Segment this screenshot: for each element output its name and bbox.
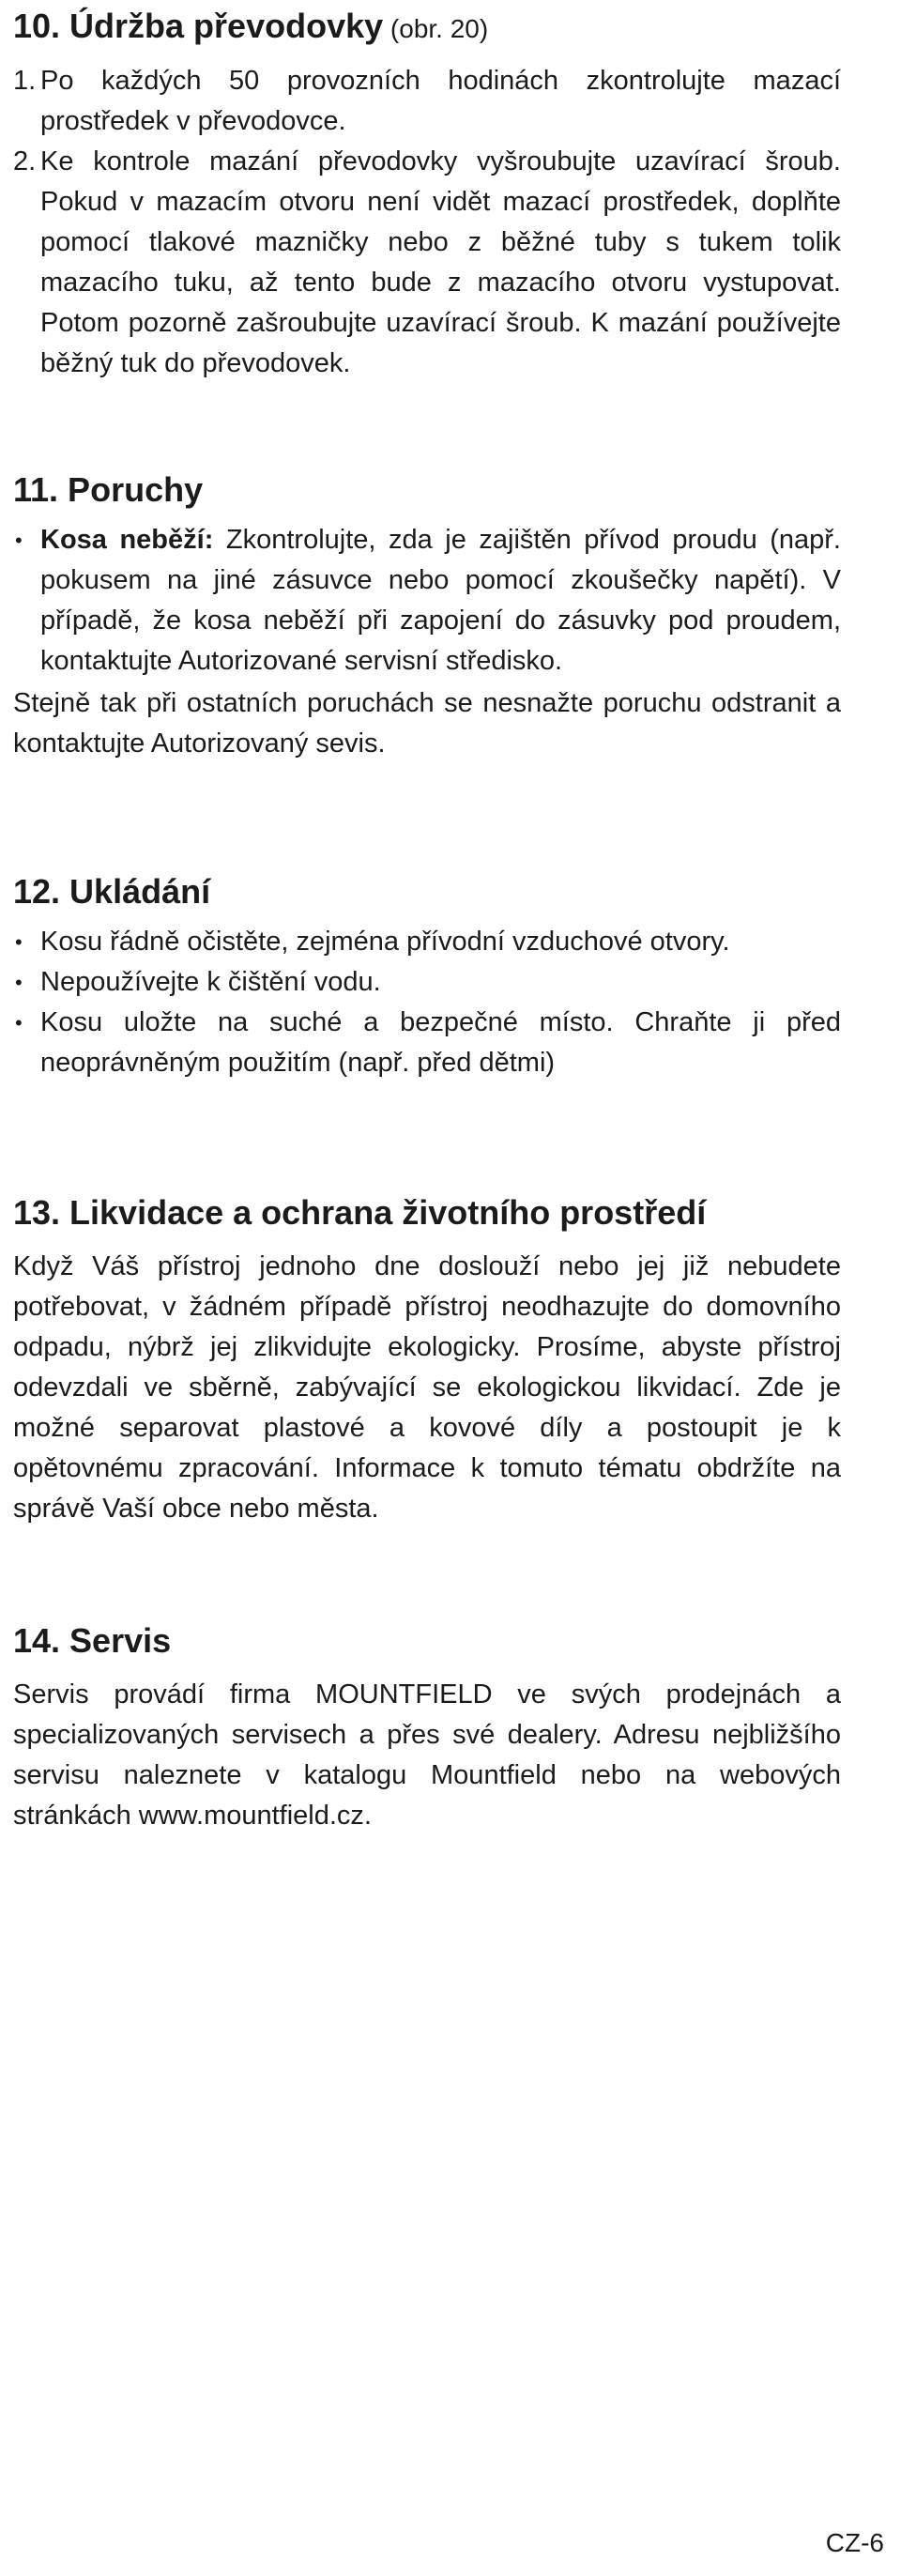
section-11 (13, 469, 841, 764)
bullet-marker: • (15, 1011, 23, 1035)
section-11-list (13, 520, 841, 682)
step-2 (13, 142, 841, 384)
bullet-marker: • (15, 930, 23, 954)
section-11-paragraph: Stejně tak při ostatních poruchách se nesnažte poruchu odstranit a kontaktujte Autorizovaný sevis. (13, 688, 841, 759)
page-number: CZ-6 (825, 2528, 884, 2557)
section-12-title: 12. Ukládání (13, 872, 211, 911)
section-14-paragraph: Servis provádí firma MOUNTFIELD ve svých prodejnách a specializovaných servisech a přes své dealery. Adresu nejbližšího servisu naleznete v katalogu Mountfield nebo na webových stránkách www.mountfield.cz. (13, 1679, 841, 1831)
storage-bullet-3 (13, 1003, 841, 1083)
step-1 (13, 61, 841, 142)
bullet-marker: • (15, 971, 23, 994)
step-2-number: 2. (13, 146, 37, 176)
section-10 (13, 6, 841, 384)
step-1-number: 1. (13, 66, 37, 96)
fault-text: Zkontrolujte, zda je zajištěn přívod proudu (např. pokusem na jiné zásuvce nebo pomocí zkoušečky napětí). V případě, že kosa neběží při zapojení do zásuvky pod proudem, kontaktujte Autorizované servisní středisko. (40, 525, 841, 676)
fault-bullet (13, 520, 841, 682)
section-10-title-suffix: (obr. 20) (383, 14, 489, 43)
section-13-title: 13. Likvidace a ochrana životního prostředí (13, 1193, 707, 1232)
section-13 (13, 1192, 841, 1529)
section-14-title: 14. Servis (13, 1621, 172, 1660)
section-12 (13, 871, 841, 1083)
section-13-paragraph: Když Váš přístroj jednoho dne doslouží nebo jej již nebudete potřebovat, v žádném případě přístroj neodhazujte do domovního odpadu, nýbrž jej zlikvidujte ekologicky. Prosíme, abyste přístroj odevzdali ve sběrně, zabývající se ekologickou likvidací. Zde je možné separovat plastové a kovové díly a postoupit je k opětovnému zpracování. Informace k tomuto tématu obdržíte na správě Vaší obce nebo města. (13, 1251, 841, 1524)
section-11-title: 11. Poruchy (13, 470, 204, 509)
section-10-heading (13, 6, 841, 50)
fault-lead: Kosa neběží: (40, 525, 214, 555)
storage-bullet-1-text: Kosu řádně očistěte, zejména přívodní vzduchové otvory. (40, 927, 730, 957)
section-10-steps (13, 61, 841, 384)
storage-bullet-2 (13, 962, 841, 1003)
section-14 (13, 1620, 841, 1836)
step-2-text: Ke kontrole mazání převodovky vyšroubujte uzavírací šroub. Pokud v mazacím otvoru není vidět mazací prostředek, doplňte pomocí tlakové mazničky nebo z běžné tuby s tukem tolik mazacího tuku, až tento bude z mazacího otvoru vystupovat. Potom pozorně zašroubujte uzavírací šroub. K mazání používejte běžný tuk do převodovek. (40, 146, 841, 378)
step-1-text: Po každých 50 provozních hodinách zkontrolujte mazací prostředek v převodovce. (40, 66, 841, 136)
storage-bullet-1 (13, 922, 841, 962)
bullet-marker: • (15, 529, 23, 552)
section-12-list (13, 922, 841, 1083)
section-10-title: 10. Údržba převodovky (13, 7, 384, 45)
storage-bullet-3-text: Kosu uložte na suché a bezpečné místo. Chraňte ji před neoprávněným použitím (např. před dětmi) (40, 1007, 841, 1078)
storage-bullet-2-text: Nepoužívejte k čištění vodu. (40, 967, 381, 997)
